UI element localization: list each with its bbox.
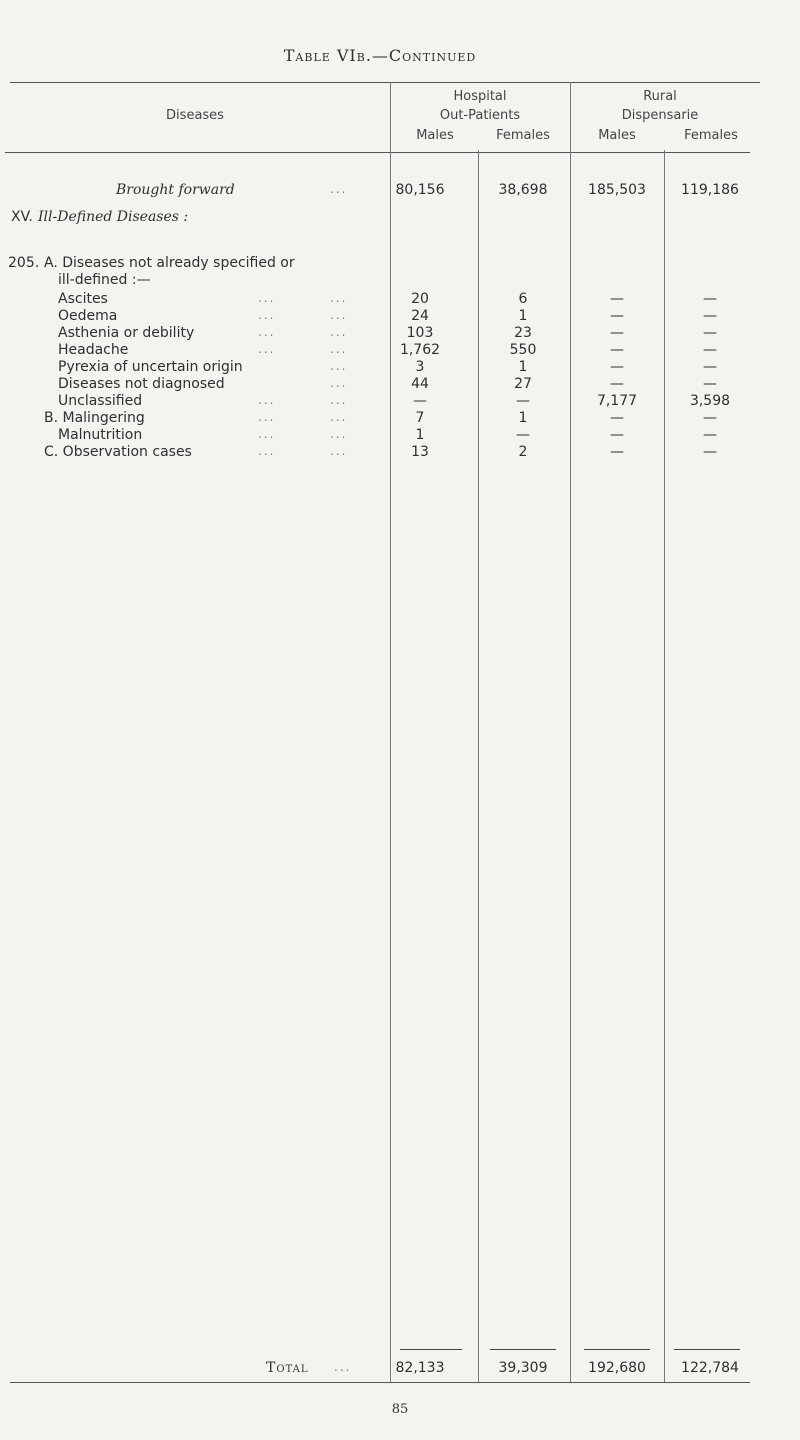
- row-label: Pyrexia of uncertain origin: [58, 359, 243, 375]
- table-row: [0, 427, 800, 443]
- header-rule: [5, 152, 750, 153]
- value-rural-females: —: [703, 376, 717, 392]
- leader-dots: ...: [334, 1360, 352, 1374]
- top-rule: [10, 82, 760, 83]
- value-hospital-males: 24: [411, 308, 429, 324]
- total-rule-1: [400, 1349, 462, 1350]
- value-hospital-males: 20: [411, 291, 429, 307]
- total-rural-females: 122,784: [681, 1360, 739, 1376]
- leader-dots: ...: [330, 410, 348, 424]
- value-hospital-females: —: [516, 427, 530, 443]
- header-diseases: Diseases: [166, 108, 224, 123]
- value-hospital-males: 1,762: [399, 342, 441, 358]
- leader-dots: ...: [330, 393, 348, 407]
- section-number: XV.: [11, 209, 33, 225]
- row-label: C. Observation cases: [44, 444, 192, 460]
- leader-dots: ...: [330, 376, 348, 390]
- row-label: Unclassified: [58, 393, 143, 409]
- leader-dots: ...: [258, 427, 276, 441]
- leader-dots: ...: [330, 291, 348, 305]
- total-row: [0, 1360, 800, 1376]
- row-label: Ascites: [58, 291, 108, 307]
- section-heading: [0, 209, 800, 225]
- value-rural-males: —: [610, 342, 624, 358]
- leader-dots: ...: [330, 359, 348, 373]
- value-rural-males: —: [610, 291, 624, 307]
- header-rural-females: Females: [684, 128, 738, 143]
- value-rural-males: 185,503: [588, 182, 646, 198]
- value-rural-females: —: [703, 325, 717, 341]
- value-rural-males: —: [610, 427, 624, 443]
- value-hospital-females: 1: [518, 410, 528, 426]
- header-rural: Rural: [643, 89, 677, 104]
- leader-dots: ...: [258, 444, 276, 458]
- value-rural-females: —: [703, 291, 717, 307]
- group-heading: [0, 255, 800, 271]
- page-number: 85: [391, 1402, 409, 1417]
- leader-dots: ...: [258, 410, 276, 424]
- value-hospital-females: 1: [518, 308, 528, 324]
- value-hospital-females: —: [516, 393, 530, 409]
- value-hospital-males: 7: [415, 410, 425, 426]
- leader-dots: ...: [258, 325, 276, 339]
- leader-dots: ...: [330, 325, 348, 339]
- value-hospital-males: 44: [411, 376, 429, 392]
- group-heading-continued: [0, 272, 800, 288]
- total-rule-3: [584, 1349, 650, 1350]
- leader-dots: ...: [330, 308, 348, 322]
- value-rural-males: 7,177: [596, 393, 638, 409]
- leader-dots: ...: [258, 291, 276, 305]
- value-hospital-males: 80,156: [395, 182, 445, 198]
- brought-forward-row: [0, 182, 800, 198]
- row-label: Malnutrition: [58, 427, 143, 443]
- value-hospital-males: 3: [415, 359, 425, 375]
- value-hospital-females: 6: [518, 291, 528, 307]
- header-hospital-females: Females: [496, 128, 550, 143]
- total-label: Total: [266, 1360, 309, 1376]
- value-hospital-females: 2: [518, 444, 528, 460]
- table-row: [0, 291, 800, 307]
- value-rural-males: —: [610, 410, 624, 426]
- header-rural-males: Males: [598, 128, 636, 143]
- leader-dots: ...: [258, 308, 276, 322]
- value-rural-females: —: [703, 359, 717, 375]
- table-row: [0, 444, 800, 460]
- table-row: [0, 325, 800, 341]
- value-rural-females: —: [703, 342, 717, 358]
- table-row: [0, 308, 800, 324]
- value-rural-males: —: [610, 359, 624, 375]
- value-hospital-males: 103: [406, 325, 434, 341]
- table-row: [0, 393, 800, 409]
- value-rural-males: —: [610, 444, 624, 460]
- section-label: Ill-Defined Diseases :: [38, 209, 189, 225]
- value-rural-females: —: [703, 410, 717, 426]
- value-hospital-females: 1: [518, 359, 528, 375]
- bottom-rule: [10, 1382, 750, 1383]
- group-label-line1: A. Diseases not already specified or: [44, 255, 295, 271]
- total-rural-males: 192,680: [588, 1360, 646, 1376]
- brought-forward-label: Brought forward: [116, 182, 235, 198]
- value-hospital-males: 1: [415, 427, 425, 443]
- header-dispensaries: Dispensarie: [621, 108, 699, 123]
- leader-dots: ...: [330, 182, 348, 196]
- value-rural-females: 3,598: [689, 393, 731, 409]
- value-hospital-females: 27: [514, 376, 532, 392]
- value-hospital-females: 550: [509, 342, 537, 358]
- value-rural-females: —: [703, 308, 717, 324]
- value-hospital-females: 38,698: [498, 182, 548, 198]
- total-rule-4: [674, 1349, 740, 1350]
- table-row: [0, 410, 800, 426]
- table-title: Table VIb.—Continued: [283, 46, 477, 65]
- value-rural-males: —: [610, 376, 624, 392]
- row-label: Diseases not diagnosed: [58, 376, 225, 392]
- value-hospital-males: 13: [411, 444, 429, 460]
- table-row: [0, 359, 800, 375]
- value-rural-females: 119,186: [681, 182, 739, 198]
- leader-dots: ...: [330, 427, 348, 441]
- row-label: Headache: [58, 342, 129, 358]
- value-hospital-females: 23: [514, 325, 532, 341]
- value-rural-males: —: [610, 308, 624, 324]
- group-number: 205.: [8, 255, 40, 271]
- total-hospital-females: 39,309: [498, 1360, 548, 1376]
- header-hospital-males: Males: [416, 128, 454, 143]
- leader-dots: ...: [330, 444, 348, 458]
- value-rural-females: —: [703, 444, 717, 460]
- leader-dots: ...: [258, 342, 276, 356]
- row-label: Asthenia or debility: [58, 325, 195, 341]
- total-rule-2: [490, 1349, 556, 1350]
- row-label: Oedema: [58, 308, 118, 324]
- header-hospital: Hospital: [453, 89, 507, 104]
- total-hospital-males: 82,133: [395, 1360, 445, 1376]
- table-row: [0, 376, 800, 392]
- leader-dots: ...: [330, 342, 348, 356]
- header-out-patients: Out-Patients: [439, 108, 521, 123]
- value-rural-females: —: [703, 427, 717, 443]
- table-row: [0, 342, 800, 358]
- value-hospital-males: —: [413, 393, 427, 409]
- value-rural-males: —: [610, 325, 624, 341]
- leader-dots: ...: [258, 393, 276, 407]
- group-label-line2: ill-defined :—: [58, 272, 151, 288]
- row-label: B. Malingering: [44, 410, 145, 426]
